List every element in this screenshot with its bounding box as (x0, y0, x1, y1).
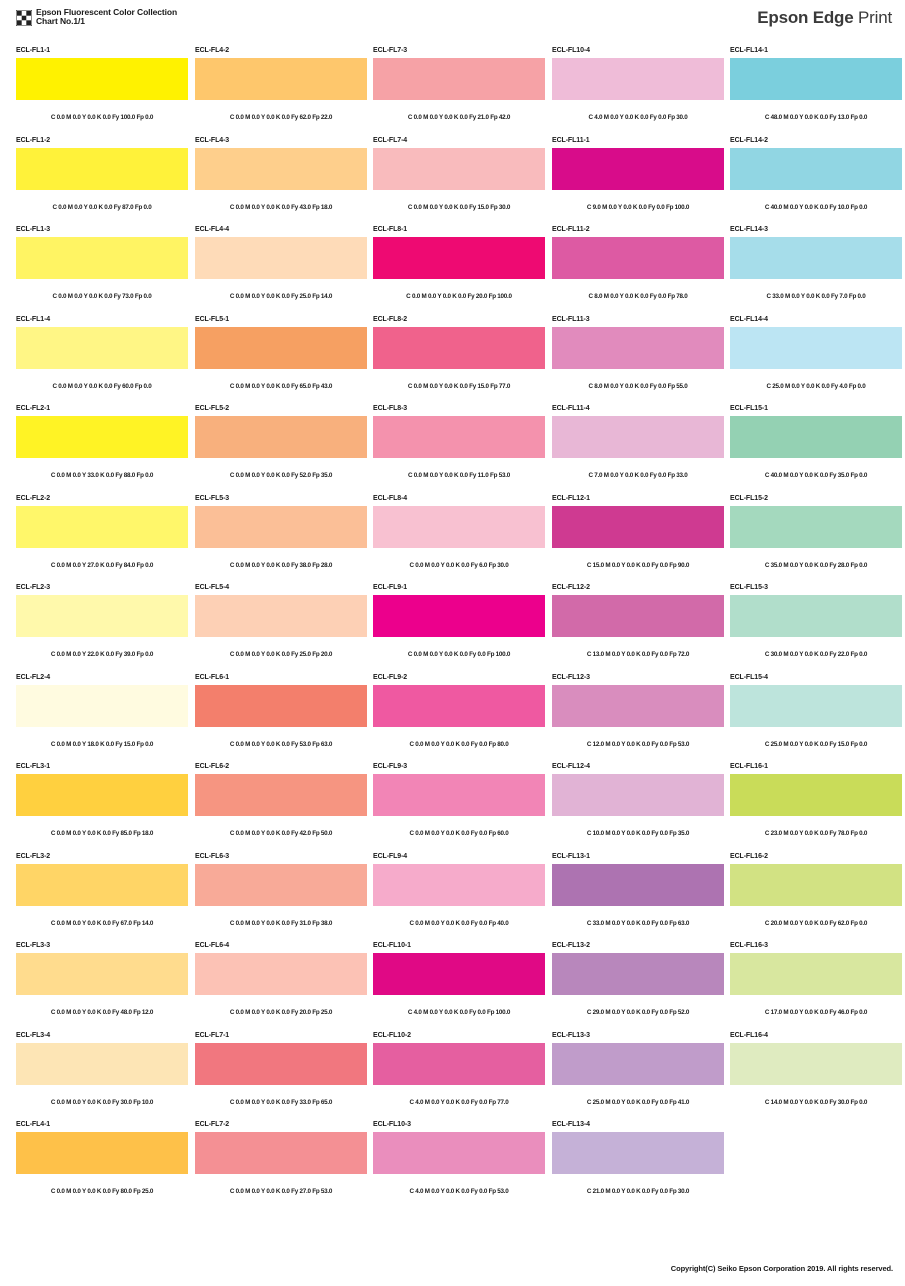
swatch-patch (552, 1132, 724, 1174)
swatch-code: ECL-FL8-1 (373, 226, 408, 233)
color-swatch (16, 763, 188, 853)
swatch-recipe: C 0.0 M 0.0 Y 0.0 K 0.0 Fy 62.0 Fp 22.0 (229, 114, 333, 121)
color-swatch (552, 763, 724, 853)
swatch-patch (195, 58, 367, 100)
color-swatch (373, 137, 545, 227)
color-swatch (552, 137, 724, 227)
swatch-patch (730, 685, 902, 727)
copyright-notice: Copyright(C) Seiko Epson Corporation 2019. All rights reserved. (670, 1264, 893, 1273)
brand-name-bold: Epson Edge (757, 8, 854, 27)
swatch-patch (730, 595, 902, 637)
swatch-recipe: C 0.0 M 0.0 Y 0.0 K 0.0 Fy 30.0 Fp 10.0 (50, 1099, 154, 1106)
swatch-patch (16, 595, 188, 637)
swatch-patch (195, 953, 367, 995)
swatch-patch (552, 595, 724, 637)
swatch-patch (552, 148, 724, 190)
swatch-recipe: C 25.0 M 0.0 Y 0.0 K 0.0 Fy 0.0 Fp 41.0 (586, 1099, 690, 1106)
swatch-code: ECL-FL10-4 (552, 47, 590, 54)
color-swatch (373, 674, 545, 764)
swatch-recipe: C 0.0 M 0.0 Y 0.0 K 0.0 Fy 48.0 Fp 12.0 (50, 1009, 154, 1016)
swatch-patch (373, 148, 545, 190)
swatch-recipe: C 15.0 M 0.0 Y 0.0 K 0.0 Fy 0.0 Fp 90.0 (586, 562, 690, 569)
swatch-patch (195, 1132, 367, 1174)
color-swatch (16, 316, 188, 406)
color-swatch (730, 584, 902, 674)
color-swatch (373, 942, 545, 1032)
swatch-patch (373, 416, 545, 458)
swatch-code: ECL-FL4-3 (195, 137, 230, 144)
color-swatch (730, 47, 902, 137)
color-swatch (16, 674, 188, 764)
swatch-code: ECL-FL2-1 (16, 405, 51, 412)
swatch-code: ECL-FL1-2 (16, 137, 51, 144)
swatch-recipe: C 17.0 M 0.0 Y 0.0 K 0.0 Fy 46.0 Fp 0.0 (764, 1009, 868, 1016)
swatch-recipe: C 0.0 M 0.0 Y 0.0 K 0.0 Fy 20.0 Fp 100.0 (406, 293, 512, 300)
brand-name-light: Print (858, 8, 892, 27)
swatch-patch (373, 58, 545, 100)
swatch-recipe: C 33.0 M 0.0 Y 0.0 K 0.0 Fy 7.0 Fp 0.0 (766, 293, 866, 300)
swatch-recipe: C 0.0 M 0.0 Y 0.0 K 0.0 Fy 38.0 Fp 28.0 (229, 562, 333, 569)
swatch-recipe: C 40.0 M 0.0 Y 0.0 K 0.0 Fy 10.0 Fp 0.0 (764, 204, 868, 211)
swatch-code: ECL-FL16-3 (730, 942, 768, 949)
swatch-patch (730, 58, 902, 100)
swatch-patch (730, 237, 902, 279)
swatch-recipe: C 14.0 M 0.0 Y 0.0 K 0.0 Fy 30.0 Fp 0.0 (764, 1099, 868, 1106)
swatch-patch (730, 774, 902, 816)
swatch-patch (195, 685, 367, 727)
swatch-patch (730, 864, 902, 906)
color-swatch (195, 1121, 367, 1211)
swatch-recipe: C 0.0 M 0.0 Y 27.0 K 0.0 Fy 84.0 Fp 0.0 (50, 562, 154, 569)
swatch-patch (373, 595, 545, 637)
swatch-patch (195, 416, 367, 458)
color-swatch (552, 1032, 724, 1122)
color-swatch (195, 316, 367, 406)
swatch-code: ECL-FL2-4 (16, 674, 51, 681)
swatch-recipe: C 9.0 M 0.0 Y 0.0 K 0.0 Fy 0.0 Fp 100.0 (586, 204, 690, 211)
swatch-code: ECL-FL3-1 (16, 763, 51, 770)
swatch-recipe: C 0.0 M 0.0 Y 22.0 K 0.0 Fy 39.0 Fp 0.0 (50, 651, 154, 658)
swatch-recipe: C 0.0 M 0.0 Y 0.0 K 0.0 Fy 52.0 Fp 35.0 (229, 472, 333, 479)
swatch-recipe: C 0.0 M 0.0 Y 0.0 K 0.0 Fy 53.0 Fp 63.0 (229, 741, 333, 748)
swatch-patch (16, 1132, 188, 1174)
swatch-patch (195, 148, 367, 190)
swatch-recipe: C 0.0 M 0.0 Y 0.0 K 0.0 Fy 31.0 Fp 38.0 (229, 920, 333, 927)
color-swatch (552, 47, 724, 137)
swatch-patch (195, 327, 367, 369)
swatch-patch (373, 237, 545, 279)
swatch-code: ECL-FL9-1 (373, 584, 408, 591)
color-swatch (730, 763, 902, 853)
swatch-recipe: C 29.0 M 0.0 Y 0.0 K 0.0 Fy 0.0 Fp 52.0 (586, 1009, 690, 1016)
chart-title (36, 8, 177, 26)
color-swatch (730, 942, 902, 1032)
swatch-code: ECL-FL16-2 (730, 853, 768, 860)
swatch-recipe: C 0.0 M 0.0 Y 0.0 K 0.0 Fy 0.0 Fp 80.0 (409, 741, 509, 748)
swatch-recipe: C 48.0 M 0.0 Y 0.0 K 0.0 Fy 13.0 Fp 0.0 (764, 114, 868, 121)
swatch-patch (552, 58, 724, 100)
color-swatch (552, 942, 724, 1032)
swatch-patch (195, 595, 367, 637)
swatch-recipe: C 12.0 M 0.0 Y 0.0 K 0.0 Fy 0.0 Fp 53.0 (586, 741, 690, 748)
swatch-patch (195, 864, 367, 906)
swatch-code: ECL-FL3-2 (16, 853, 51, 860)
swatch-patch (552, 416, 724, 458)
swatch-code: ECL-FL5-4 (195, 584, 230, 591)
swatch-patch (373, 1043, 545, 1085)
color-swatch (373, 405, 545, 495)
swatch-code: ECL-FL6-1 (195, 674, 230, 681)
swatch-code: ECL-FL15-4 (730, 674, 768, 681)
color-swatch (373, 1121, 545, 1211)
swatch-recipe: C 21.0 M 0.0 Y 0.0 K 0.0 Fy 0.0 Fp 30.0 (586, 1188, 690, 1195)
swatch-recipe: C 0.0 M 0.0 Y 0.0 K 0.0 Fy 27.0 Fp 53.0 (229, 1188, 333, 1195)
swatch-code: ECL-FL7-1 (195, 1032, 230, 1039)
swatch-patch (552, 685, 724, 727)
swatch-patch (730, 327, 902, 369)
color-swatch (16, 226, 188, 316)
swatch-patch (730, 1043, 902, 1085)
color-swatch (195, 763, 367, 853)
swatch-recipe: C 0.0 M 0.0 Y 0.0 K 0.0 Fy 11.0 Fp 53.0 (407, 472, 511, 479)
swatch-code: ECL-FL12-2 (552, 584, 590, 591)
color-swatch (373, 316, 545, 406)
swatch-recipe: C 0.0 M 0.0 Y 0.0 K 0.0 Fy 87.0 Fp 0.0 (52, 204, 152, 211)
swatch-recipe: C 0.0 M 0.0 Y 0.0 K 0.0 Fy 0.0 Fp 60.0 (409, 830, 509, 837)
swatch-code: ECL-FL2-2 (16, 495, 51, 502)
swatch-recipe: C 40.0 M 0.0 Y 0.0 K 0.0 Fy 35.0 Fp 0.0 (764, 472, 868, 479)
color-swatch (195, 1032, 367, 1122)
swatch-patch (16, 58, 188, 100)
color-swatch (373, 47, 545, 137)
swatch-code: ECL-FL5-3 (195, 495, 230, 502)
swatch-code: ECL-FL15-1 (730, 405, 768, 412)
swatch-patch (16, 685, 188, 727)
swatch-patch (16, 506, 188, 548)
swatch-recipe: C 0.0 M 0.0 Y 0.0 K 0.0 Fy 65.0 Fp 43.0 (229, 383, 333, 390)
color-swatch (195, 226, 367, 316)
swatch-patch (552, 327, 724, 369)
swatch-patch (16, 327, 188, 369)
swatch-code: ECL-FL1-1 (16, 47, 51, 54)
color-swatch (16, 853, 188, 943)
color-swatch (195, 584, 367, 674)
brand-logo (757, 8, 892, 28)
swatch-recipe: C 35.0 M 0.0 Y 0.0 K 0.0 Fy 28.0 Fp 0.0 (764, 562, 868, 569)
color-swatch (195, 137, 367, 227)
swatch-patch (195, 1043, 367, 1085)
swatch-code: ECL-FL11-4 (552, 405, 590, 412)
color-swatch (730, 674, 902, 764)
color-swatch (16, 47, 188, 137)
swatch-code: ECL-FL4-1 (16, 1121, 51, 1128)
swatch-patch (16, 774, 188, 816)
color-swatch (195, 853, 367, 943)
swatch-code: ECL-FL14-2 (730, 137, 768, 144)
swatch-recipe: C 8.0 M 0.0 Y 0.0 K 0.0 Fy 0.0 Fp 78.0 (588, 293, 688, 300)
color-swatch (552, 316, 724, 406)
swatch-code: ECL-FL14-1 (730, 47, 768, 54)
color-swatch (552, 405, 724, 495)
swatch-patch (373, 1132, 545, 1174)
swatch-patch (373, 864, 545, 906)
swatch-code: ECL-FL11-2 (552, 226, 590, 233)
color-swatch (373, 495, 545, 585)
swatch-patch (552, 1043, 724, 1085)
swatch-code: ECL-FL5-1 (195, 316, 230, 323)
swatch-patch (730, 506, 902, 548)
swatch-recipe: C 13.0 M 0.0 Y 0.0 K 0.0 Fy 0.0 Fp 72.0 (586, 651, 690, 658)
swatch-code: ECL-FL10-1 (373, 942, 411, 949)
swatch-patch (373, 685, 545, 727)
swatch-recipe: C 0.0 M 0.0 Y 0.0 K 0.0 Fy 60.0 Fp 0.0 (52, 383, 152, 390)
color-swatch (730, 137, 902, 227)
swatch-code: ECL-FL7-4 (373, 137, 408, 144)
color-swatch (373, 584, 545, 674)
color-swatch (16, 1032, 188, 1122)
color-swatch (552, 226, 724, 316)
color-swatch (552, 495, 724, 585)
swatch-patch (195, 506, 367, 548)
swatch-recipe: C 0.0 M 0.0 Y 33.0 K 0.0 Fy 88.0 Fp 0.0 (50, 472, 154, 479)
swatch-patch (16, 237, 188, 279)
swatch-patch (16, 416, 188, 458)
checker-target-icon (16, 10, 32, 26)
swatch-code: ECL-FL1-4 (16, 316, 51, 323)
swatch-code: ECL-FL8-2 (373, 316, 408, 323)
swatch-code: ECL-FL8-3 (373, 405, 408, 412)
swatch-recipe: C 0.0 M 0.0 Y 0.0 K 0.0 Fy 85.0 Fp 18.0 (50, 830, 154, 837)
color-swatch (16, 405, 188, 495)
swatch-recipe: C 25.0 M 0.0 Y 0.0 K 0.0 Fy 4.0 Fp 0.0 (766, 383, 866, 390)
swatch-recipe: C 0.0 M 0.0 Y 0.0 K 0.0 Fy 43.0 Fp 18.0 (229, 204, 333, 211)
swatch-patch (373, 327, 545, 369)
color-swatch (730, 1032, 902, 1122)
swatch-recipe: C 33.0 M 0.0 Y 0.0 K 0.0 Fy 0.0 Fp 63.0 (586, 920, 690, 927)
swatch-code: ECL-FL10-2 (373, 1032, 411, 1039)
swatch-recipe: C 23.0 M 0.0 Y 0.0 K 0.0 Fy 78.0 Fp 0.0 (764, 830, 868, 837)
swatch-patch (730, 416, 902, 458)
swatch-code: ECL-FL16-4 (730, 1032, 768, 1039)
swatch-recipe: C 10.0 M 0.0 Y 0.0 K 0.0 Fy 0.0 Fp 35.0 (586, 830, 690, 837)
swatch-code: ECL-FL9-4 (373, 853, 408, 860)
swatch-recipe: C 0.0 M 0.0 Y 0.0 K 0.0 Fy 25.0 Fp 14.0 (229, 293, 333, 300)
swatch-code: ECL-FL4-2 (195, 47, 230, 54)
swatch-code: ECL-FL15-3 (730, 584, 768, 591)
swatch-patch (552, 774, 724, 816)
swatch-patch (16, 1043, 188, 1085)
color-swatch (373, 763, 545, 853)
swatch-recipe: C 4.0 M 0.0 Y 0.0 K 0.0 Fy 0.0 Fp 77.0 (409, 1099, 509, 1106)
color-swatch (16, 495, 188, 585)
swatch-recipe: C 0.0 M 0.0 Y 0.0 K 0.0 Fy 6.0 Fp 30.0 (409, 562, 509, 569)
swatch-recipe: C 0.0 M 0.0 Y 0.0 K 0.0 Fy 0.0 Fp 40.0 (409, 920, 509, 927)
color-swatch (16, 137, 188, 227)
color-swatch (16, 1121, 188, 1211)
color-swatch (373, 226, 545, 316)
swatch-code: ECL-FL14-4 (730, 316, 768, 323)
swatch-patch (552, 864, 724, 906)
swatch-patch (373, 506, 545, 548)
swatch-grid (16, 47, 892, 1195)
swatch-patch (730, 148, 902, 190)
swatch-recipe: C 20.0 M 0.0 Y 0.0 K 0.0 Fy 62.0 Fp 0.0 (764, 920, 868, 927)
color-swatch (552, 674, 724, 764)
swatch-code: ECL-FL13-4 (552, 1121, 590, 1128)
color-swatch (195, 47, 367, 137)
swatch-recipe: C 8.0 M 0.0 Y 0.0 K 0.0 Fy 0.0 Fp 55.0 (588, 383, 688, 390)
swatch-code: ECL-FL8-4 (373, 495, 408, 502)
swatch-code: ECL-FL13-2 (552, 942, 590, 949)
swatch-recipe: C 0.0 M 0.0 Y 18.0 K 0.0 Fy 15.0 Fp 0.0 (50, 741, 154, 748)
color-swatch (730, 226, 902, 316)
swatch-recipe: C 0.0 M 0.0 Y 0.0 K 0.0 Fy 15.0 Fp 30.0 (407, 204, 511, 211)
swatch-code: ECL-FL13-3 (552, 1032, 590, 1039)
color-swatch (195, 495, 367, 585)
swatch-recipe: C 0.0 M 0.0 Y 0.0 K 0.0 Fy 73.0 Fp 0.0 (52, 293, 152, 300)
swatch-recipe: C 25.0 M 0.0 Y 0.0 K 0.0 Fy 15.0 Fp 0.0 (764, 741, 868, 748)
swatch-patch (552, 237, 724, 279)
swatch-code: ECL-FL3-4 (16, 1032, 51, 1039)
swatch-code: ECL-FL3-3 (16, 942, 51, 949)
swatch-recipe: C 0.0 M 0.0 Y 0.0 K 0.0 Fy 15.0 Fp 77.0 (407, 383, 511, 390)
swatch-patch (552, 953, 724, 995)
color-swatch (730, 853, 902, 943)
swatch-code: ECL-FL16-1 (730, 763, 768, 770)
chart-header (16, 8, 892, 42)
swatch-code: ECL-FL12-4 (552, 763, 590, 770)
swatch-code: ECL-FL5-2 (195, 405, 230, 412)
swatch-patch (373, 774, 545, 816)
swatch-recipe: C 4.0 M 0.0 Y 0.0 K 0.0 Fy 0.0 Fp 30.0 (588, 114, 688, 121)
swatch-recipe: C 0.0 M 0.0 Y 0.0 K 0.0 Fy 20.0 Fp 25.0 (229, 1009, 333, 1016)
color-swatch (16, 942, 188, 1032)
color-swatch (552, 584, 724, 674)
swatch-code: ECL-FL9-2 (373, 674, 408, 681)
swatch-patch (195, 237, 367, 279)
swatch-code: ECL-FL4-4 (195, 226, 230, 233)
color-swatch (730, 405, 902, 495)
swatch-code: ECL-FL15-2 (730, 495, 768, 502)
swatch-recipe: C 0.0 M 0.0 Y 0.0 K 0.0 Fy 21.0 Fp 42.0 (407, 114, 511, 121)
swatch-code: ECL-FL9-3 (373, 763, 408, 770)
color-swatch (16, 584, 188, 674)
color-swatch (730, 316, 902, 406)
swatch-code: ECL-FL2-3 (16, 584, 51, 591)
chart-title-block (16, 8, 177, 26)
swatch-recipe: C 0.0 M 0.0 Y 0.0 K 0.0 Fy 25.0 Fp 20.0 (229, 651, 333, 658)
swatch-code: ECL-FL6-3 (195, 853, 230, 860)
swatch-recipe: C 7.0 M 0.0 Y 0.0 K 0.0 Fy 0.0 Fp 33.0 (588, 472, 688, 479)
chart-number: Chart No.1/1 (36, 16, 85, 26)
swatch-patch (552, 506, 724, 548)
swatch-recipe: C 4.0 M 0.0 Y 0.0 K 0.0 Fy 0.0 Fp 100.0 (407, 1009, 511, 1016)
swatch-recipe: C 0.0 M 0.0 Y 0.0 K 0.0 Fy 67.0 Fp 14.0 (50, 920, 154, 927)
swatch-code: ECL-FL12-1 (552, 495, 590, 502)
swatch-code: ECL-FL13-1 (552, 853, 590, 860)
swatch-code: ECL-FL14-3 (730, 226, 768, 233)
color-swatch (730, 495, 902, 585)
swatch-patch (16, 148, 188, 190)
swatch-code: ECL-FL7-2 (195, 1121, 230, 1128)
color-swatch (373, 1032, 545, 1122)
swatch-patch (373, 953, 545, 995)
swatch-code: ECL-FL10-3 (373, 1121, 411, 1128)
swatch-code: ECL-FL6-2 (195, 763, 230, 770)
swatch-patch (16, 953, 188, 995)
swatch-code: ECL-FL11-1 (552, 137, 590, 144)
swatch-recipe: C 30.0 M 0.0 Y 0.0 K 0.0 Fy 22.0 Fp 0.0 (764, 651, 868, 658)
color-swatch (552, 1121, 724, 1211)
swatch-recipe: C 0.0 M 0.0 Y 0.0 K 0.0 Fy 80.0 Fp 25.0 (50, 1188, 154, 1195)
color-swatch (373, 853, 545, 943)
swatch-code: ECL-FL1-3 (16, 226, 51, 233)
collection-title: Epson Fluorescent Color Collection (36, 7, 178, 17)
color-swatch (552, 853, 724, 943)
color-swatch (195, 674, 367, 764)
swatch-recipe: C 4.0 M 0.0 Y 0.0 K 0.0 Fy 0.0 Fp 53.0 (409, 1188, 509, 1195)
swatch-code: ECL-FL11-3 (552, 316, 590, 323)
swatch-patch (16, 864, 188, 906)
swatch-recipe: C 0.0 M 0.0 Y 0.0 K 0.0 Fy 0.0 Fp 100.0 (407, 651, 511, 658)
swatch-recipe: C 0.0 M 0.0 Y 0.0 K 0.0 Fy 100.0 Fp 0.0 (50, 114, 154, 121)
swatch-code: ECL-FL12-3 (552, 674, 590, 681)
color-swatch (195, 405, 367, 495)
swatch-patch (195, 774, 367, 816)
color-swatch (195, 942, 367, 1032)
swatch-patch (730, 953, 902, 995)
swatch-recipe: C 0.0 M 0.0 Y 0.0 K 0.0 Fy 42.0 Fp 50.0 (229, 830, 333, 837)
swatch-recipe: C 0.0 M 0.0 Y 0.0 K 0.0 Fy 33.0 Fp 65.0 (229, 1099, 333, 1106)
swatch-code: ECL-FL6-4 (195, 942, 230, 949)
swatch-code: ECL-FL7-3 (373, 47, 408, 54)
